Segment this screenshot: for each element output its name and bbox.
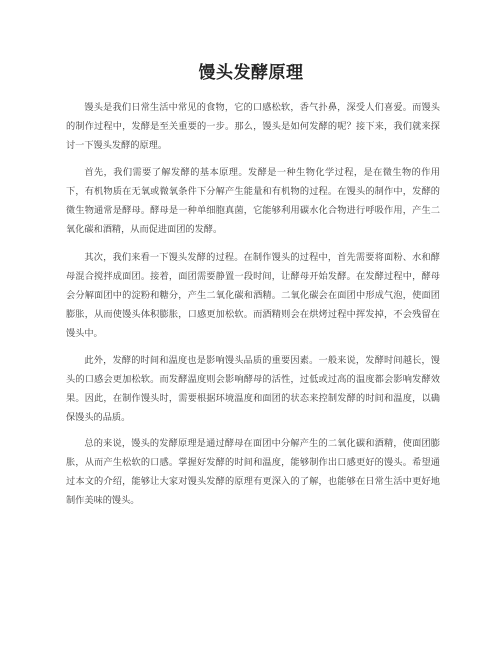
paragraph-process: 其次，我们来看一下馒头发酵的过程。在制作馒头的过程中，首先需要将面粉、水和酵母混合搅拌成面团。接着，面团需要静置一段时间，让酵母开始发酵。在发酵过程中，酵母会分解面团中的淀粉和糖分，产生二氧化碳和酒精。二氧化碳会在面团中形成气泡，使面团膨胀，从而使馒头体积膨胀，口感更加松软。而酒精则会在烘烤过程中挥发掉，不会残留在馒头中。 (66, 252, 440, 339)
paragraph-intro: 馒头是我们日常生活中常见的食物，它的口感松软，香气扑鼻，深受人们喜爱。而馒头的制作过程中，发酵是至关重要的一步。那么，馒头是如何发酵的呢？接下来，我们就来探讨一下馒头发酵的原理。 (66, 102, 440, 151)
paragraph-conclusion: 总的来说，馒头的发酵原理是通过酵母在面团中分解产生的二氧化碳和酒精，使面团膨胀，从而产生松软的口感。掌握好发酵的时间和温度，能够制作出口感更好的馒头。希望通过本文的介绍，能够让大家对馒头发酵的原理有更深入的了解，也能够在日常生活中更好地制作美味的馒头。 (66, 438, 440, 506)
document-title: 馒头发酵原理 (198, 63, 304, 83)
paragraph-factors: 此外，发酵的时间和温度也是影响馒头品质的重要因素。一般来说，发酵时间越长，馒头的口感会更加松软。而发酵温度则会影响酵母的活性，过低或过高的温度都会影响发酵效果。因此，在制作馒头时，需要根据环境温度和面团的状态来控制发酵的时间和温度，以确保馒头的品质。 (66, 355, 440, 423)
paragraph-principle: 首先，我们需要了解发酵的基本原理。发酵是一种生物化学过程，是在微生物的作用下，有机物质在无氧或微氧条件下分解产生能量和有机物的过程。在馒头的制作中，发酵的微生物通常是酵母。酵母是一种单细胞真菌，它能够利用碳水化合物进行呼吸作用，产生二氧化碳和酒精，从而促进面团的发酵。 (66, 167, 440, 235)
